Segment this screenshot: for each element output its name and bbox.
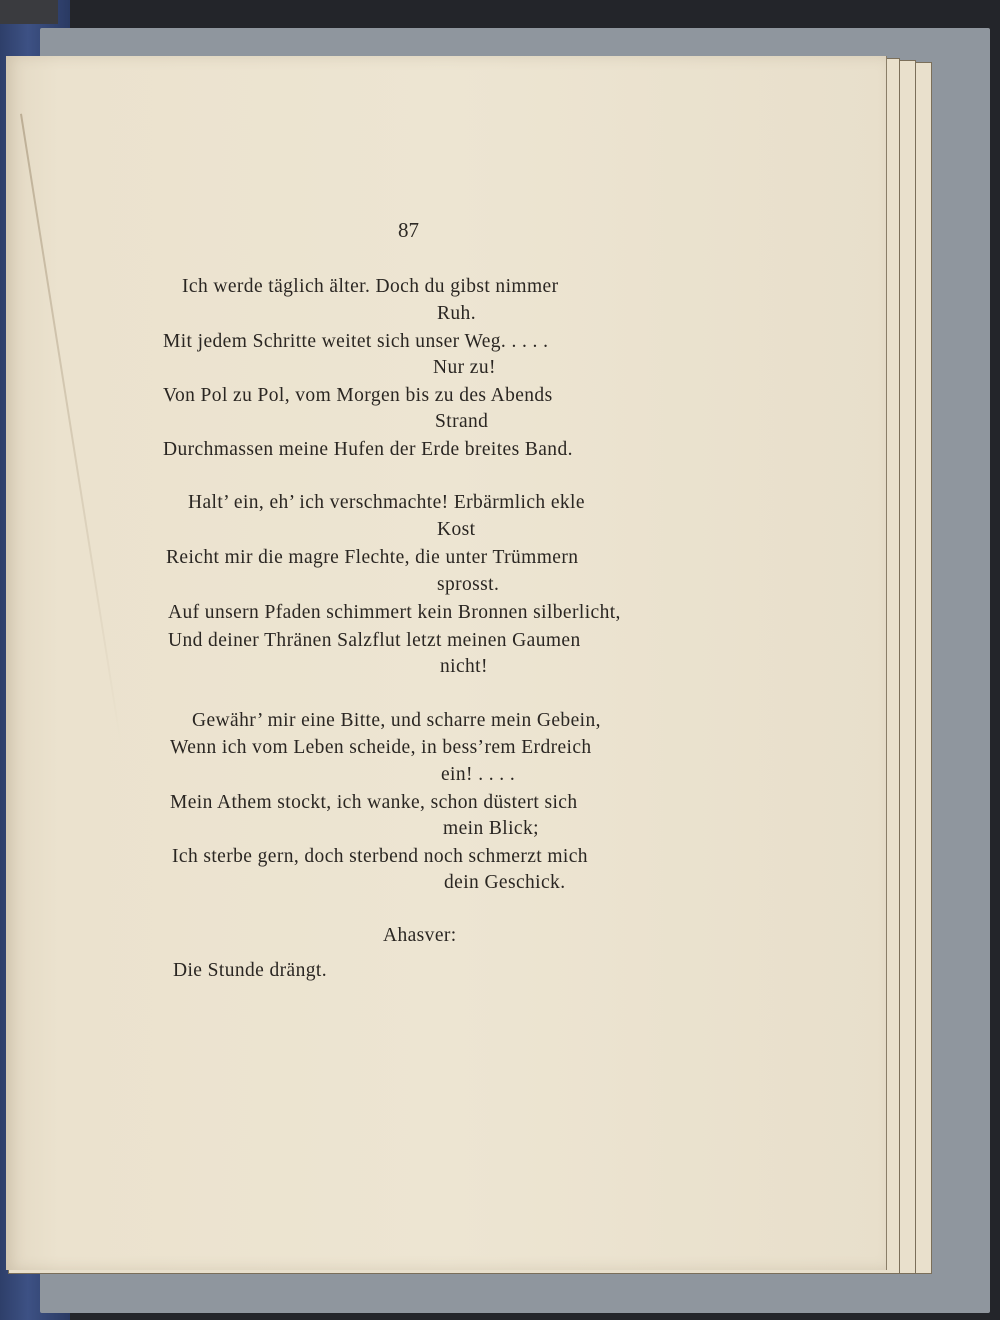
poem-line: Reicht mir die magre Flechte, die unter Trümmern (166, 547, 579, 568)
poem-line: Halt’ ein, eh’ ich verschmachte! Erbärmlich ekle (188, 492, 585, 513)
poem-line: Nur zu! (433, 357, 496, 378)
poem-line: Von Pol zu Pol, vom Morgen bis zu des Abends (163, 385, 553, 406)
poem-line: dein Geschick. (444, 872, 566, 893)
poem-line: mein Blick; (443, 818, 539, 839)
poem-line: Kost (437, 519, 476, 540)
poem-line: Durchmassen meine Hufen der Erde breites Band. (163, 439, 573, 460)
poem-line: Wenn ich vom Leben scheide, in bess’rem Erdreich (170, 737, 592, 758)
poem-line: Mein Athem stockt, ich wanke, schon düstert sich (170, 792, 578, 813)
page-crease (20, 114, 122, 746)
poem-line: ein! . . . . (441, 764, 516, 785)
poem-line: nicht! (440, 656, 488, 677)
poem-line: Die Stunde drängt. (173, 960, 327, 981)
poem-line: Und deiner Thränen Salzflut letzt meinen Gaumen (168, 630, 581, 651)
poem-line: Ruh. (437, 303, 476, 324)
poem-line: Mit jedem Schritte weitet sich unser Weg. . . . . (163, 331, 549, 352)
page-number: 87 (398, 218, 419, 242)
poem-line: Ich sterbe gern, doch sterbend noch schmerzt mich (172, 846, 588, 867)
speaker-name: Ahasver: (383, 925, 457, 946)
poem-line: Auf unsern Pfaden schimmert kein Bronnen silberlicht, (168, 602, 621, 623)
spine-edge (0, 0, 58, 24)
poem-line: Gewähr’ mir eine Bitte, und scharre mein Gebein, (192, 710, 601, 731)
poem-line: sprosst. (437, 574, 500, 595)
poem-line: Strand (435, 411, 489, 432)
poem-line: Ich werde täglich älter. Doch du gibst nimmer (182, 276, 559, 297)
